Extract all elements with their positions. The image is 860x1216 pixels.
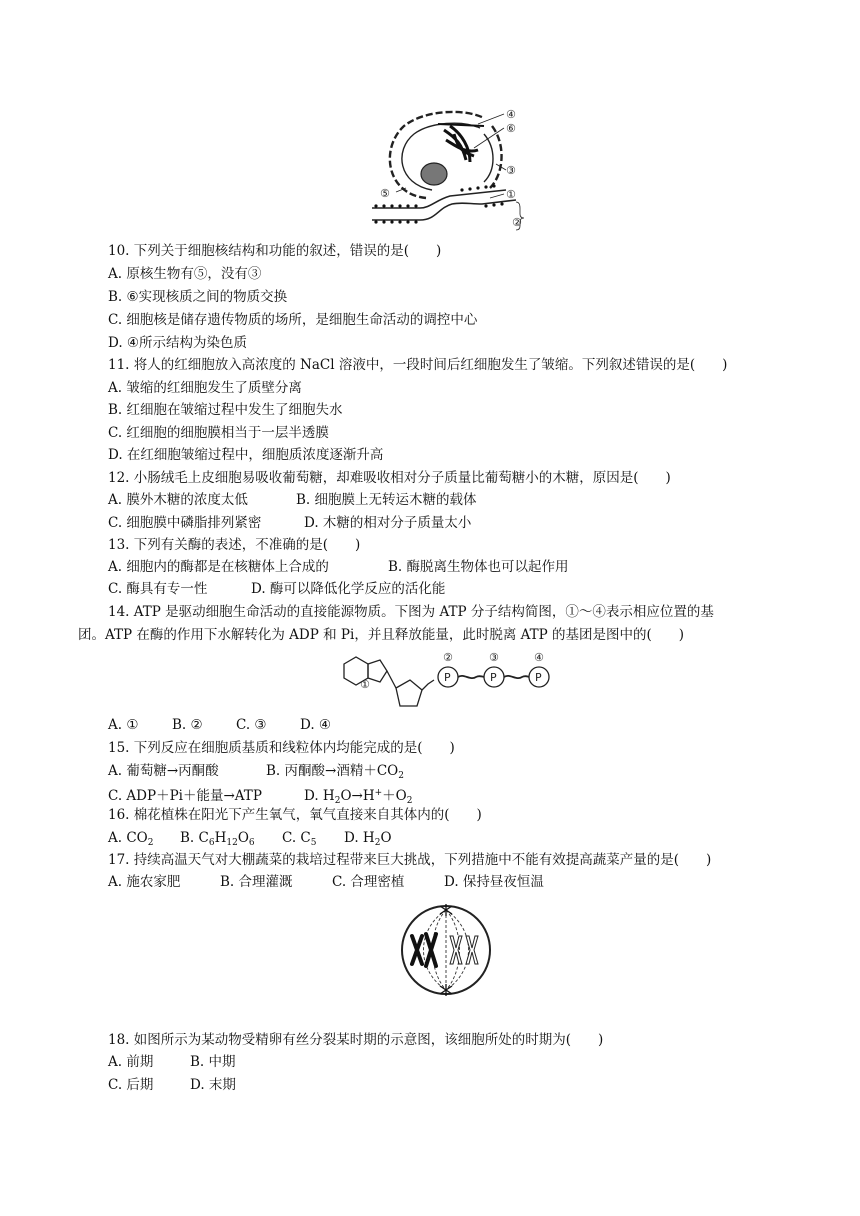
question-11-option-b: B. 红细胞在皱缩过程中发生了细胞失水 — [108, 402, 343, 418]
question-12-option-c: C. 细胞膜中磷脂排列紧密 — [108, 515, 262, 531]
question-10-option-a: A. 原核生物有⑤，没有③ — [108, 266, 262, 282]
question-15-options-row-1 — [108, 762, 404, 785]
atp-label-3: ③ — [489, 651, 499, 664]
cell-nucleus-figure — [366, 104, 530, 232]
question-10-option-d: D. ④所示结构为染色质 — [108, 335, 248, 351]
atp-label-2: ② — [443, 651, 453, 664]
question-13-option-a: A. 细胞内的酶都是在核糖体上合成的 — [108, 559, 329, 575]
question-15-stem: 15. 下列反应在细胞质基质和线粒体内均能完成的是( ) — [108, 740, 455, 756]
question-13-option-c: C. 酶具有专一性 — [108, 581, 208, 597]
question-13-stem: 13. 下列有关酶的表述，不准确的是( ) — [108, 537, 361, 553]
question-14-options — [108, 716, 331, 734]
question-16-options — [108, 829, 392, 852]
question-18-option-b: B. 中期 — [190, 1054, 236, 1070]
question-16-option-a: A. $CO_2$ — [108, 830, 154, 848]
question-17-options — [108, 873, 544, 891]
question-13-option-d: D. 酶可以降低化学反应的活化能 — [251, 581, 446, 597]
question-14-option-a: A. ① — [108, 717, 139, 733]
atp-structure-figure — [336, 646, 558, 710]
question-14-option-b: B. ② — [172, 717, 203, 733]
question-18-options-row-2 — [108, 1076, 236, 1094]
label-2: ② — [512, 216, 522, 229]
question-18-option-d: D. 末期 — [190, 1077, 236, 1093]
question-17-option-a: A. 施农家肥 — [108, 874, 181, 890]
question-13-option-b: B. 酶脱离生物体也可以起作用 — [388, 559, 569, 575]
label-6: ⑥ — [506, 122, 516, 135]
question-11-option-a: A. 皱缩的红细胞发生了质壁分离 — [108, 380, 302, 396]
label-4: ④ — [506, 108, 516, 121]
question-17-stem: 17. 持续高温天气对大棚蔬菜的栽培过程带来巨大挑战，下列措施中不能有效提高蔬菜产量的是( ) — [108, 852, 712, 868]
question-15-option-a: A. 葡萄糖→丙酮酸 — [108, 763, 219, 779]
question-15-option-d: D. $H_2O\to H^++O_2$ — [304, 788, 413, 806]
question-10-stem: 10. 下列关于细胞核结构和功能的叙述，错误的是( ) — [108, 243, 442, 259]
question-10-option-c: C. 细胞核是储存遗传物质的场所，是细胞生命活动的调控中心 — [108, 312, 478, 328]
mitosis-cell-figure — [396, 900, 496, 1000]
question-16-stem: 16. 棉花植株在阳光下产生氧气，氧气直接来自其体内的( ) — [108, 807, 482, 823]
question-14-stem-line-1: 14. ATP 是驱动细胞生命活动的直接能源物质。下图为 ATP 分子结构简图，①～④表示相应位置的基 — [108, 604, 714, 620]
question-16-option-b: B. $C_6H_{12}O_6$ — [180, 830, 255, 848]
question-16-option-c: C. $C_5$ — [282, 830, 317, 848]
question-18-option-c: C. 后期 — [108, 1077, 154, 1093]
atp-label-1: ① — [360, 678, 370, 691]
question-10-option-b: B. ⑥实现核质之间的物质交换 — [108, 289, 288, 305]
question-14-option-d: D. ④ — [300, 717, 332, 733]
question-12-option-d: D. 木糖的相对分子质量太小 — [304, 515, 472, 531]
question-11-option-c: C. 红细胞的细胞膜相当于一层半透膜 — [108, 425, 329, 441]
atp-label-4: ④ — [534, 651, 544, 664]
question-12-option-a: A. 膜外木糖的浓度太低 — [108, 492, 248, 508]
question-12-options-row-2 — [108, 514, 471, 532]
label-1: ① — [506, 188, 516, 201]
question-13-options-row-2 — [108, 580, 445, 598]
question-14-stem-line-2: 团。ATP 在酶的作用下水解转化为 ADP 和 Pi，并且释放能量，此时脱离 ATP 的基团是图中的( ) — [78, 627, 685, 643]
phosphate-2-text: P — [444, 671, 451, 684]
question-15-option-b: B. 丙酮酸→酒精$+CO_2$ — [266, 763, 404, 781]
question-12-options-row-1 — [108, 491, 477, 509]
question-18-stem: 18. 如图所示为某动物受精卵有丝分裂某时期的示意图，该细胞所处的时期为( ) — [108, 1032, 604, 1048]
label-3: ③ — [506, 164, 516, 177]
question-18-options-row-1 — [108, 1053, 236, 1071]
question-11-option-d: D. 在红细胞皱缩过程中，细胞质浓度逐渐升高 — [108, 447, 384, 463]
question-17-option-d: D. 保持昼夜恒温 — [444, 874, 544, 890]
label-5: ⑤ — [380, 187, 390, 200]
question-13-options-row-1 — [108, 558, 569, 576]
question-17-option-b: B. 合理灌溉 — [220, 874, 293, 890]
phosphate-3-text: P — [490, 671, 497, 684]
question-18-option-a: A. 前期 — [108, 1054, 154, 1070]
question-12-option-b: B. 细胞膜上无转运木糖的载体 — [296, 492, 477, 508]
question-14-option-c: C. ③ — [236, 717, 267, 733]
question-16-option-d: D. $H_2O$ — [344, 830, 392, 848]
question-15-option-c: C. ADP＋Pi＋能量→ATP — [108, 788, 262, 804]
question-11-stem: 11. 将人的红细胞放入高浓度的 NaCl 溶液中，一段时间后红细胞发生了皱缩。下列叙述错误的是( ) — [108, 357, 728, 373]
question-12-stem: 12. 小肠绒毛上皮细胞易吸收葡萄糖，却难吸收相对分子质量比葡萄糖小的木糖，原因是( ) — [108, 470, 671, 486]
question-17-option-c: C. 合理密植 — [332, 874, 405, 890]
phosphate-4-text: P — [535, 671, 542, 684]
